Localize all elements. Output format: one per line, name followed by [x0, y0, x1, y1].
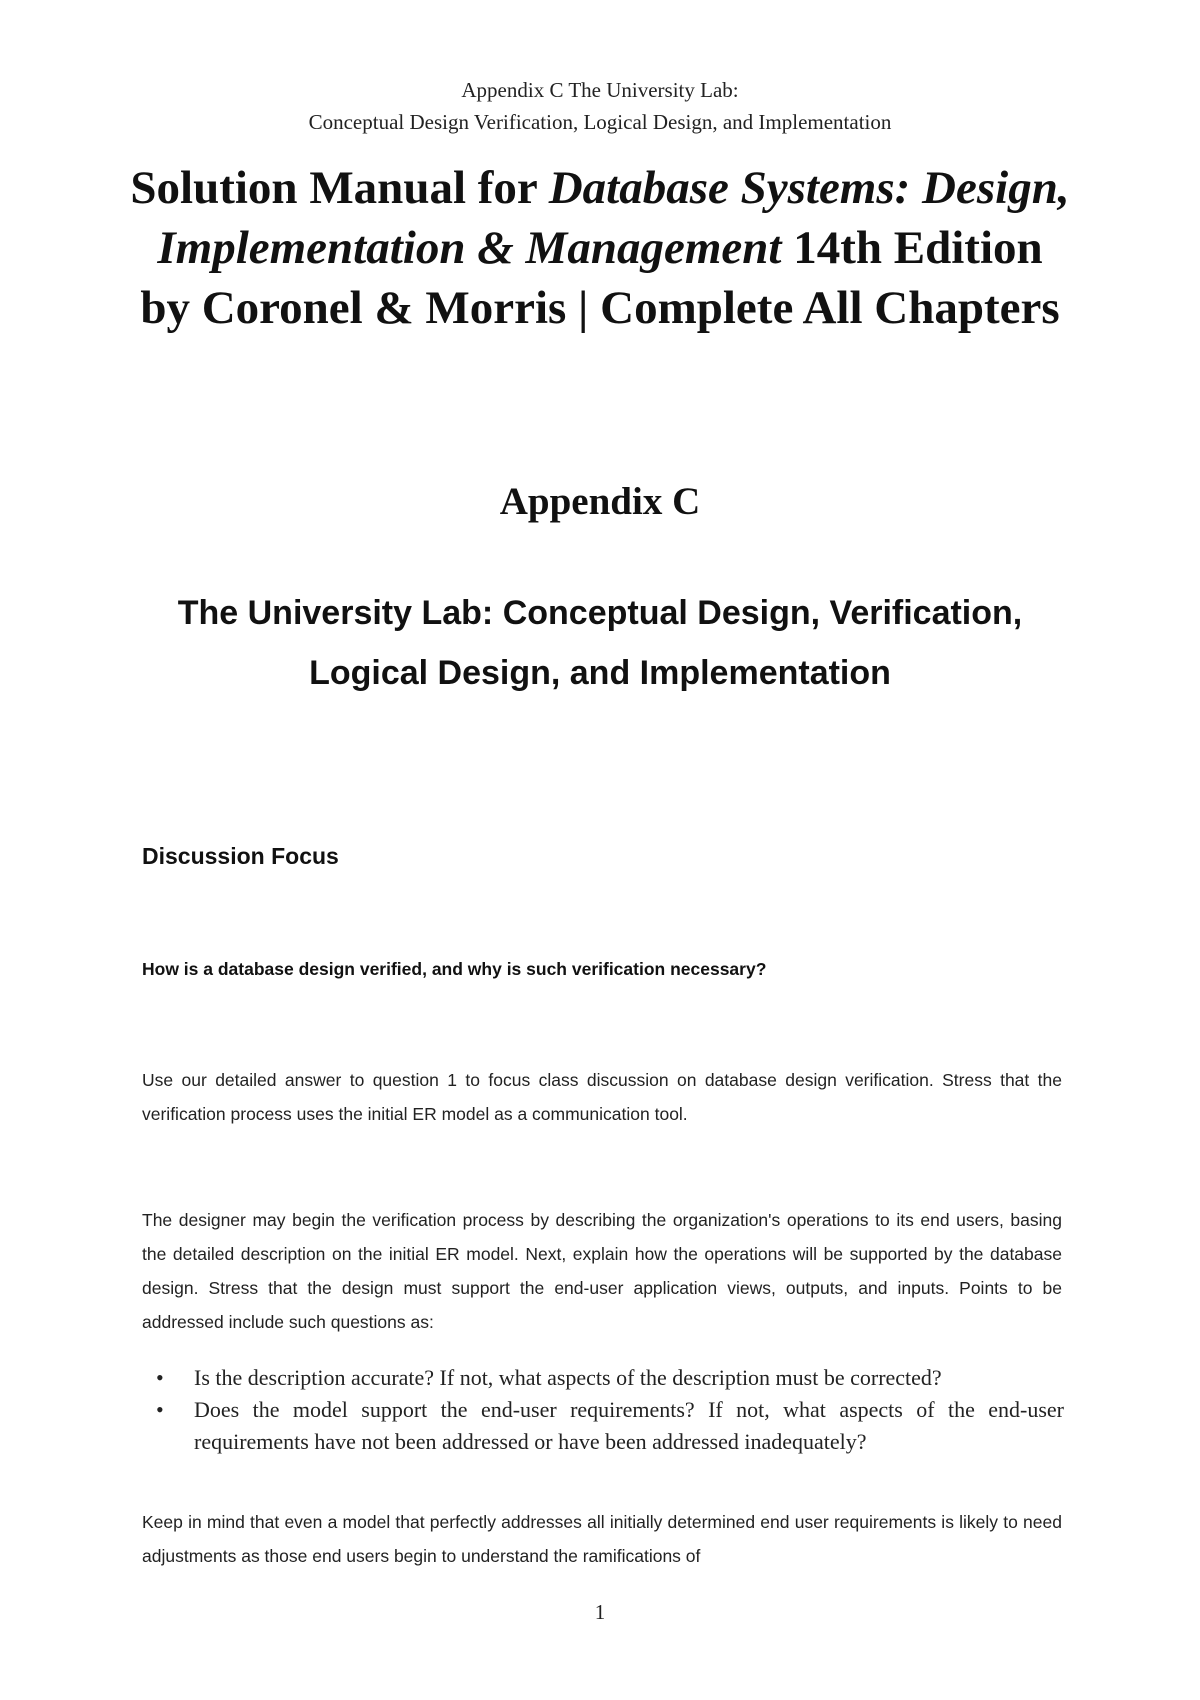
appendix-heading: Appendix C — [499, 480, 701, 523]
lab-title-line-1: The University Lab: Conceptual Design, Verification, — [177, 594, 1023, 632]
paragraph-1: Use our detailed answer to question 1 to focus class discussion on database design verification. Stress that the verification process uses the initial ER model as a communication tool. — [142, 1070, 1062, 1124]
bullet-text-2: Does the model support the end-user requirements? If not, what aspects of the end-user requirements have not been addressed or have been addressed inadequately? — [194, 1397, 1064, 1454]
paragraph-2: The designer may begin the verification process by describing the organization's operations to its end users, basing the detailed description on the initial ER model. Next, explain how the operations will be supported by the database design. Stress that the design must support the end-user application views, outputs, and inputs. Points to be addressed include such questions as: — [142, 1210, 1062, 1332]
title-part-1: Solution Manual for — [130, 162, 549, 214]
paragraph-3: Keep in mind that even a model that perfectly addresses all initially determined end user requirements is likely to need adjustments as those end users begin to understand the ramifications of — [142, 1512, 1062, 1566]
running-header-line-1: Appendix C The University Lab: — [461, 78, 739, 102]
title-book-name: Database Systems: Design, Implementation & Management — [157, 162, 1070, 274]
running-header — [0, 74, 1200, 138]
title-part-3: 14th Edition by Coronel & Morris | Complete All Chapters — [140, 222, 1060, 334]
lab-title-line-2: Logical Design, and Implementation — [309, 654, 891, 692]
page-number: 1 — [594, 1600, 606, 1624]
bullet-item — [142, 1362, 1064, 1394]
running-header-line-2: Conceptual Design Verification, Logical Design, and Implementation — [308, 110, 892, 134]
lab-title — [140, 583, 1060, 703]
bullet-icon: • — [156, 1397, 164, 1422]
bullet-icon: • — [156, 1365, 164, 1390]
discussion-question: How is a database design verified, and why is such verification necessary? — [142, 959, 767, 979]
question-bullet-list — [142, 1362, 1064, 1458]
bullet-item — [142, 1394, 1064, 1458]
discussion-focus-heading: Discussion Focus — [142, 843, 339, 869]
document-title — [130, 158, 1070, 338]
bullet-text-1: Is the description accurate? If not, what aspects of the description must be corrected? — [194, 1365, 942, 1390]
